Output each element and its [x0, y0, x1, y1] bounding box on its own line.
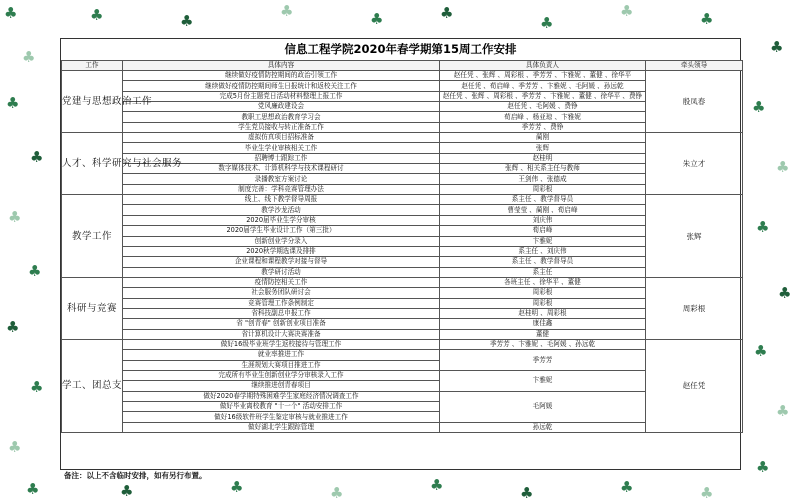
content-cell: 企业课程和课程教学对接与督导 [123, 257, 440, 267]
content-cell: 招聘博士跟踪工作 [123, 153, 440, 163]
person-cell: 季芳芳 [440, 350, 646, 371]
person-cell: 刘庆伟 [440, 215, 646, 225]
leader-cell: 张辉 [646, 195, 743, 278]
clover-icon: ♣ [280, 2, 294, 20]
content-cell: 2020秋学期选课及排排 [123, 246, 440, 256]
table-row [62, 143, 743, 153]
content-cell: 生涯规划大赛项目推进工作 [123, 360, 440, 370]
header-work: 工作 [62, 61, 123, 71]
content-cell: 疫情防控相关工作 [123, 277, 440, 287]
leader-cell: 周彩根 [646, 277, 743, 339]
person-cell: 毛阿媛 [440, 391, 646, 422]
person-cell: 荀启峰 、杨亚琼 、卞雅妮 [440, 112, 646, 122]
clover-icon: ♣ [620, 2, 634, 20]
content-cell: 完成5月份主题党日活动材料整理上报工作 [123, 91, 440, 101]
person-cell: 董健 [440, 329, 646, 339]
table-row [62, 184, 743, 194]
content-cell: 制度完善：学科竞赛管理办法 [123, 184, 440, 194]
content-cell: 做好16级软件班学生鉴定审核与就业推进工作 [123, 412, 440, 422]
clover-icon: ♣ [770, 38, 784, 56]
table-row [62, 329, 743, 339]
clover-icon: ♣ [30, 148, 44, 166]
table-row [62, 91, 743, 101]
table-row [62, 205, 743, 215]
leader-cell: 朱立才 [646, 133, 743, 195]
header-content: 具体内容 [123, 61, 440, 71]
person-cell: 张辉 [440, 143, 646, 153]
header-leader: 牵头领导 [646, 61, 743, 71]
clover-icon: ♣ [540, 14, 554, 32]
content-cell: 学生党员接收与转正准备工作 [123, 122, 440, 132]
leader-cell: 殷凤春 [646, 71, 743, 133]
clover-icon: ♣ [776, 402, 790, 420]
content-cell: 继续推进创青春项目 [123, 381, 440, 391]
table-body [62, 71, 743, 433]
person-cell: 康佳鑫 [440, 319, 646, 329]
clover-icon: ♣ [180, 12, 194, 30]
content-cell: 做好2020春学期特殊困难学生家庭经济情况调查工作 [123, 391, 440, 401]
content-cell: 教学沙龙活动 [123, 205, 440, 215]
clover-icon: ♣ [26, 480, 40, 498]
person-cell: 季芳芳 、卞雅妮 、毛阿媛 、孙远乾 [440, 339, 646, 349]
content-cell: 数字媒体技术、计算机科学与技术课程研讨 [123, 164, 440, 174]
person-cell: 赵任凭 、张辉 、周彩根 、季芳芳 、卞雅妮 、董健 、徐华平 、费铮 [440, 91, 646, 101]
clover-icon: ♣ [330, 484, 344, 502]
clover-icon: ♣ [8, 438, 22, 456]
person-cell: 各班主任 、徐华平 、董健 [440, 277, 646, 287]
table-row [62, 195, 743, 205]
clover-icon: ♣ [700, 10, 714, 28]
person-cell: 系主任 、教学督导员 [440, 195, 646, 205]
clover-icon: ♣ [22, 48, 36, 66]
person-cell: 赵桂明 [440, 153, 646, 163]
table-row [62, 422, 743, 432]
content-cell: 做好毕业离校教育 "十一个" 活动安排工作 [123, 402, 440, 412]
table-row [62, 215, 743, 225]
header-person: 具体负责人 [440, 61, 646, 71]
clover-icon: ♣ [756, 458, 770, 476]
person-cell: 系主任 、刘庆伟 [440, 246, 646, 256]
person-cell: 周彩根 [440, 288, 646, 298]
table-row [62, 81, 743, 91]
content-cell: 录播教室方案讨论 [123, 174, 440, 184]
clover-icon: ♣ [90, 6, 104, 24]
clover-icon: ♣ [520, 484, 534, 502]
person-cell: 周彩根 [440, 298, 646, 308]
table-row [62, 71, 743, 81]
person-cell: 王剑伟 、张德成 [440, 174, 646, 184]
clover-icon: ♣ [370, 10, 384, 28]
page-title: 信息工程学院2020年春学期第15周工作安排 [61, 39, 740, 61]
person-cell: 赵桂明 、周彩根 [440, 308, 646, 318]
table-row [62, 133, 743, 143]
content-cell: 教职工思想政治教育学习会 [123, 112, 440, 122]
table-row [62, 277, 743, 287]
clover-icon: ♣ [754, 342, 768, 360]
clover-icon: ♣ [776, 158, 790, 176]
clover-icon: ♣ [778, 284, 792, 302]
clover-icon: ♣ [230, 478, 244, 496]
person-cell: 系主任 、教学督导员 [440, 257, 646, 267]
clover-icon: ♣ [120, 482, 134, 500]
category-cell: 教学工作 [62, 195, 123, 278]
category-cell: 党建与思想政治工作 [62, 71, 123, 133]
category-cell: 人才、科学研究与社会服务 [62, 133, 123, 195]
clover-icon: ♣ [440, 4, 454, 22]
table-row [62, 288, 743, 298]
clover-icon: ♣ [6, 318, 20, 336]
content-cell: 竞赛管理工作条例制定 [123, 298, 440, 308]
category-cell: 科研与竞赛 [62, 277, 123, 339]
table-row [62, 122, 743, 132]
clover-icon: ♣ [4, 4, 18, 22]
table-row [62, 257, 743, 267]
table-row [62, 298, 743, 308]
clover-icon: ♣ [620, 478, 634, 496]
table-row [62, 174, 743, 184]
clover-icon: ♣ [756, 218, 770, 236]
content-cell: 省科技副总申报工作 [123, 308, 440, 318]
clover-icon: ♣ [700, 484, 714, 502]
clover-icon: ♣ [28, 262, 42, 280]
table-row [62, 319, 743, 329]
content-cell: 省计算机设计大赛决赛准备 [123, 329, 440, 339]
content-cell: 完成所有毕业生创新创业学分审核录入工作 [123, 370, 440, 380]
person-cell: 卞雅妮 [440, 370, 646, 391]
person-cell: 赵任凭 、荀启峰 、季芳芳 、卞雅妮 、毛阿媛 、孙远乾 [440, 81, 646, 91]
footnote: 备注：以上不含临时安排，如有另行布置。 [64, 471, 207, 480]
table-header-row [62, 61, 743, 71]
clover-icon: ♣ [430, 476, 444, 494]
content-cell: 做好湖北学生跟踪管理 [123, 422, 440, 432]
person-cell: 曹莹莹 、蔺刚 、荀启峰 [440, 205, 646, 215]
leader-cell: 赵任凭 [646, 339, 743, 432]
content-cell: 虚拟仿真项目招标准备 [123, 133, 440, 143]
table-row [62, 102, 743, 112]
content-cell: 继续做好疫情防控期间的政治引领工作 [123, 71, 440, 81]
table-row [62, 339, 743, 349]
content-cell: 教学研讨活动 [123, 267, 440, 277]
content-cell: 省 "创青春" 创新创业项目准备 [123, 319, 440, 329]
table-row [62, 308, 743, 318]
table-row [62, 236, 743, 246]
table-row [62, 246, 743, 256]
clover-icon: ♣ [752, 98, 766, 116]
person-cell: 周彩根 [440, 184, 646, 194]
person-cell: 系主任 [440, 267, 646, 277]
content-cell: 2020届毕业生学分审核 [123, 215, 440, 225]
schedule-table [61, 60, 743, 433]
table-row [62, 112, 743, 122]
clover-icon: ♣ [6, 94, 20, 112]
person-cell: 卞雅妮 [440, 236, 646, 246]
person-cell: 赵任凭 、张辉 、周彩根 、季芳芳 、卞雅妮 、董健 、徐华平 [440, 71, 646, 81]
clover-icon: ♣ [8, 208, 22, 226]
content-cell: 2020届学生毕业设计工作（第三批） [123, 226, 440, 236]
schedule-sheet [60, 38, 741, 470]
table-row [62, 226, 743, 236]
person-cell: 蔺刚 [440, 133, 646, 143]
content-cell: 线上、线下教学督导周报 [123, 195, 440, 205]
content-cell: 创新创业学分录入 [123, 236, 440, 246]
person-cell: 赵任凭 、毛阿媛 、费铮 [440, 102, 646, 112]
table-row [62, 350, 743, 360]
content-cell: 做好16级毕业班学生返校接待与管理工作 [123, 339, 440, 349]
person-cell: 荀启峰 [440, 226, 646, 236]
person-cell: 季芳芳 、费铮 [440, 122, 646, 132]
content-cell: 社会服务团队研讨会 [123, 288, 440, 298]
table-row [62, 391, 743, 401]
table-row [62, 267, 743, 277]
content-cell: 党风廉政建设会 [123, 102, 440, 112]
clover-icon: ♣ [30, 378, 44, 396]
content-cell: 就业率推进工作 [123, 350, 440, 360]
category-cell: 学工、团总支 [62, 339, 123, 432]
content-cell: 继续做好疫情防控期间师生日报统计和返校关注工作 [123, 81, 440, 91]
content-cell: 毕业生学业审核相关工作 [123, 143, 440, 153]
table-row [62, 370, 743, 380]
person-cell: 张辉 、相关系主任与教师 [440, 164, 646, 174]
person-cell: 孙远乾 [440, 422, 646, 432]
